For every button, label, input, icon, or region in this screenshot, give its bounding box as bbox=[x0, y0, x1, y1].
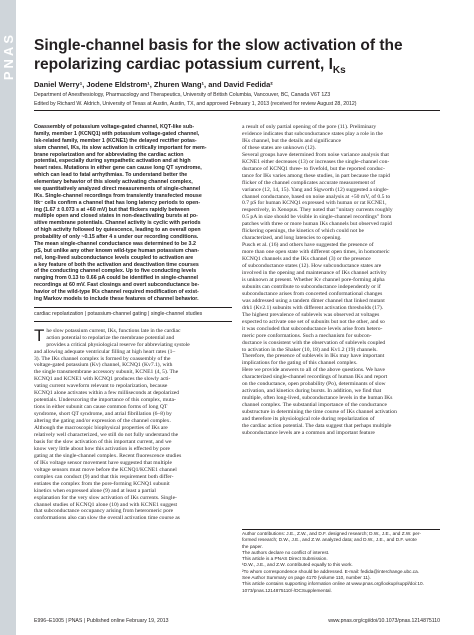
footnote-line: The authors declare no conflict of interest. bbox=[242, 549, 330, 555]
abstract-line: we quantitatively analyzed direct measurements of single-channel bbox=[34, 185, 201, 192]
keywords: cardiac repolarization | potassium-channel gating | single-channel studies bbox=[34, 310, 203, 317]
left-column bbox=[34, 124, 232, 522]
body-line: complex can conduct (9) and that this requirement both differ- bbox=[34, 473, 174, 480]
body-line: KCNQ1 and KCNE1 with KCNQ1 produces the slowly acti- bbox=[34, 376, 171, 383]
body-line: of subconductance states (12). How subconductance states are bbox=[242, 263, 382, 270]
body-line: patches with three or more human IKs channels but observed rapid bbox=[242, 221, 392, 228]
footnote-line: 1073/pnas.1214875110/-/DCSupplemental. bbox=[242, 587, 332, 593]
body-line: The highest prevalence of sublevels was observed at voltages bbox=[242, 311, 380, 318]
affiliation: Department of Anesthesiology, Pharmacology and Therapeutics, University of British Columbia, Vancouver, BC, Canada V6T 1Z3 bbox=[34, 92, 331, 98]
body-line: respectively, in Xenopus. They noted that "unitary currents roughly bbox=[242, 207, 393, 214]
footnote-line: Author contributions: J.E., Z.W., and D.F. designed research; D.W., J.E., and Z.W. per- bbox=[242, 531, 421, 536]
abstract-line: elementary behavior of this slowly activating channel complex, bbox=[34, 179, 193, 185]
abstract-line: ing Markov models to include these features of channel behavior. bbox=[34, 295, 199, 302]
body-line: voltage-gated potassium (Kv) channel, KCNQ1 (Kv7.1), with bbox=[34, 362, 173, 369]
body-line: relatively well characterized, we still do not fully understand the bbox=[34, 432, 179, 438]
abstract-line: Isk-related family, member 1 (KCNE1) the delayed rectifier potas- bbox=[34, 137, 197, 144]
abstract-line: IKs. Single-channel recordings from transiently transfected mouse bbox=[34, 192, 202, 199]
abstract-line: which can lead to fatal arrhythmias. To understand better the bbox=[34, 172, 188, 179]
body-line: Pusch et al. (16) and others have suggested the presence of bbox=[242, 242, 374, 249]
abstract-line: brane repolarization and for abbreviating the cardiac action bbox=[34, 151, 184, 158]
footer-citation: E996–E1005 | PNAS | Published online February 19, 2013 bbox=[34, 618, 169, 624]
body-line: 3). The IKs channel complex is formed by coassembly of the bbox=[34, 355, 171, 362]
abstract-line: of the conducting channel complex. Up to five conducting levels bbox=[34, 268, 197, 275]
body-line: potentials. Underscoring the importance of this complex, muta- bbox=[34, 397, 176, 404]
body-line: syndrome, short QT syndrome, and atrial fibrillation (6–8) by bbox=[34, 411, 172, 418]
body-line: subunits can contribute to subconductance independently or if bbox=[242, 283, 381, 290]
intro-text bbox=[34, 325, 232, 523]
body-line: 0.7 pS for human KCNQ1 expressed with human or rat KCNE1, bbox=[242, 200, 387, 207]
edited-by-line: Edited by Richard W. Aldrich, University of Texas at Austin, Austin, TX, and approved February 1, 2013 (received for review August 28, 2012) bbox=[34, 101, 357, 107]
body-line: he slow potassium current, IKs, functions late in the cardiac bbox=[46, 327, 181, 334]
body-line: basis for the slow activation of this important current, and we bbox=[34, 438, 172, 445]
abstract-line: multiple open and closed states in non-deactivating bursts at po- bbox=[34, 213, 198, 220]
body-line: to activation in the Shaker (10, 18) and Kv1.2 (19) channels. bbox=[242, 346, 378, 353]
footnote-line: See Author Summary on page 4170 (volume 110, number 11). bbox=[242, 575, 371, 581]
author-list: Daniel Werry¹, Jodene Eldstrom¹, Zhuren Wang¹, and David Fedida² bbox=[34, 80, 273, 89]
right-column bbox=[242, 124, 440, 437]
abstract-line: havior of the wild-type IKs channel required modification of exist- bbox=[34, 289, 199, 295]
body-line: of these states are unknown (12). bbox=[242, 144, 316, 151]
body-line: action potential to repolarize the membrane potential and bbox=[46, 334, 175, 341]
drop-cap: T bbox=[34, 325, 45, 345]
abstract-line: sium channel, IKs, its slow activation is critically important for mem- bbox=[34, 144, 207, 151]
body-line: KCNQ1 channels and the IKs channel (3) or the presence bbox=[242, 256, 371, 263]
body-line: kinetics when expressed alone (9) and at least a partial bbox=[34, 487, 156, 494]
body-line: is unknown at present. Whether Kv channel pore-forming alpha bbox=[242, 276, 385, 283]
abstract-line: potential, especially during sympathetic activation and at high bbox=[34, 158, 191, 165]
body-line: conformations also can slow the overall activation time course as bbox=[34, 515, 180, 522]
article-title-text: Single-channel basis for the slow activation of the repolarizing cardiac potassium current, I bbox=[34, 37, 403, 73]
abstract-line: heart rates. Mutations in either gene can cause long QT syndrome, bbox=[34, 165, 202, 172]
body-line: flickering openings, the kinetics of which could not be bbox=[242, 228, 364, 235]
body-line: characterized, and long latencies to opening. bbox=[242, 235, 342, 242]
footer-doi: www.pnas.org/cgi/doi/10.1073/pnas.1214875110 bbox=[328, 618, 440, 624]
abstract-line: ranging from 0.13 to 0.66 pA could be identified in single-channel bbox=[34, 275, 199, 282]
body-line: drk1 (Kv2.1) subunits with different activation thresholds (17). bbox=[242, 304, 384, 311]
keywords-rule bbox=[34, 321, 232, 322]
body-line: implications for the gating of this channel complex. bbox=[242, 360, 358, 367]
body-line: Here we provide answers to all of the above questions. We have bbox=[242, 367, 385, 374]
body-line: meric pore conformations. Such a mechanism for subcon- bbox=[242, 332, 372, 339]
body-line: on the conductance, open probability (Po), determinants of slow bbox=[242, 381, 386, 388]
journal-mark: PNAS bbox=[1, 32, 16, 81]
journal-sidebar bbox=[0, 0, 16, 635]
body-line: and allowing adequate ventricular filling at high heart rates (1– bbox=[34, 348, 176, 355]
abstract-line: pS, but unlike any other known wild-type human potassium chan- bbox=[34, 247, 200, 254]
abstract-line: sitive membrane potentials. Channel activity is cyclic with periods bbox=[34, 220, 201, 227]
abstract-line: ltk⁻ cells confirm a channel that has long latency periods to open- bbox=[34, 199, 201, 206]
body-line: channel complex. The substantial importance of the conductance bbox=[242, 402, 387, 409]
body-line: Several groups have determined from noise variance analysis that bbox=[242, 151, 389, 158]
body-line: the cardiac action potential. The data suggest that perhaps multiple bbox=[242, 422, 392, 429]
body-line: characterized single-channel recordings of human IKs and report bbox=[242, 374, 388, 381]
body-line: that subconductance occupancy arising from heteromeric pore bbox=[34, 508, 174, 515]
body-line: provides a critical physiological reserve for abbreviating systole bbox=[46, 341, 190, 348]
article-title-subscript: Ks bbox=[332, 65, 346, 77]
body-line: 0.5 pA in size should be visible in single-channel recordings" from bbox=[242, 214, 392, 221]
abstract-line: probability of only ~0.15 after 4 s under our recording conditions. bbox=[34, 234, 199, 240]
footnotes bbox=[242, 531, 440, 594]
abstract-line: a key feature of both the activation and deactivation time courses bbox=[34, 261, 199, 268]
body-line: ductance is consistent with the observation of sublevels coupled bbox=[242, 339, 386, 346]
body-line: voltage sensors must move before the KCNQ1/KCNE1 channel bbox=[34, 466, 177, 473]
body-line: and therefore its physiological role during repolarization of bbox=[242, 416, 375, 423]
body-line: tance for IKs varies among these studies, in part because the rapid bbox=[242, 172, 390, 179]
footnote-line: formed research; D.W., J.E., and Z.W. analyzed data; and D.W., J.E., and D.F. wrote bbox=[242, 537, 417, 543]
abstract-line: The mean single-channel conductance was determined to be 3.2 bbox=[34, 240, 196, 247]
body-line: the single transmembrane accessory subunit, KCNE1 (4, 5). The bbox=[34, 369, 179, 376]
body-line: ductance of KCNQ1 three- to fivefold, but the reported conduc- bbox=[242, 165, 385, 172]
footnote-line: the paper. bbox=[242, 543, 263, 549]
body-line: explanation for the very slow activation of IKs currents. Single- bbox=[34, 494, 177, 501]
header-rule bbox=[34, 110, 440, 111]
body-line: know very little about how this activation is effected by pore bbox=[34, 445, 170, 452]
abstract-line: ing (1.67 ± 0.073 s at +60 mV) but that flickers rapidly between bbox=[34, 206, 190, 213]
body-line: subconductance arises from concerted conformational changes bbox=[242, 290, 383, 297]
body-line: Although the macroscopic biophysical properties of IKs are bbox=[34, 425, 168, 432]
article-title bbox=[34, 36, 444, 80]
body-line: a result of only partial opening of the pore (11). Preliminary bbox=[242, 124, 377, 130]
body-line: IKs channel, but the details and significance bbox=[242, 137, 341, 144]
body-line: activation, and kinetics during bursts. In addition, we find that bbox=[242, 388, 382, 395]
abstract-line: of high activity followed by quiescence, leading to an overall open bbox=[34, 227, 201, 234]
abstract-line: nel, long-lived subconductance levels coupled to activation are bbox=[34, 254, 194, 261]
body-line: more than one open state with different open times, in homomeric bbox=[242, 249, 390, 256]
body-line: was addressed using a tandem dimer channel that linked mutant bbox=[242, 297, 385, 304]
body-line: subconductance levels are a common and important feature bbox=[242, 429, 375, 436]
abstract-line: family, member 1 (KCNQ1) with potassium voltage-gated channel, bbox=[34, 130, 200, 137]
body-line: evidence indicates that subconductance states play a role in the bbox=[242, 130, 383, 137]
footnote-line: This article contains supporting information online at www.pnas.org/lookup/suppl/doi:10. bbox=[242, 581, 424, 587]
body-line: expected to activate one set of subunits but not the other, and so bbox=[242, 318, 385, 325]
body-line: Therefore, the presence of sublevels in IKs may have important bbox=[242, 353, 385, 360]
footnote-line: ²To whom correspondence should be addressed. E-mail: fedida@interchange.ubc.ca. bbox=[242, 568, 419, 574]
abstract bbox=[34, 124, 232, 303]
body-line: tions in either subunit can cause common forms of long QT bbox=[34, 404, 168, 411]
body-line: involved in the opening and maintenance of IKs channel activity bbox=[242, 270, 387, 277]
body-line: vating current waveform relevant to repolarization, because bbox=[34, 383, 168, 390]
abstract-line: Coassembly of potassium voltage-gated channel, KQT-like sub- bbox=[34, 124, 195, 130]
body-line: of IKs voltage sensor movement have suggested that multiple bbox=[34, 459, 172, 466]
body-line: KCNQ1 alone activates within a few milliseconds at depolarized bbox=[34, 390, 180, 397]
body-line: gating at the single-channel complex. Recent fluorescence studies bbox=[34, 452, 182, 459]
body-line: KCNE1 either decreases (13) or increases the single-channel con- bbox=[242, 158, 390, 165]
body-line: it was concluded that subconductance levels arise from hetero- bbox=[242, 325, 383, 332]
notes-rule bbox=[242, 529, 440, 530]
body-line: multiple, often long-lived, subconductance levels in the human IKs bbox=[242, 395, 393, 402]
body-line: flicker of the channel complicates accurate measurement of bbox=[242, 179, 376, 186]
body-line: variance (12, 14, 15). Yang and Sigworth (12) suggested a single- bbox=[242, 186, 389, 193]
body-line: channel conductance, based on noise analysis at +50 mV, of 0.5 to bbox=[242, 193, 391, 200]
body-line: substructure in determining the time course of IKs channel activation bbox=[242, 409, 397, 416]
footnote-line: This article is a PNAS Direct Submission. bbox=[242, 556, 328, 562]
footnote-line: ¹D.W., J.E., and Z.W. contributed equally to this work. bbox=[242, 562, 353, 568]
body-line: altering the gating and/or expression of the channel complex. bbox=[34, 418, 171, 425]
abstract-rule bbox=[34, 307, 232, 308]
body-line: channel studies of KCNQ1 alone (10) and with KCNE1 suggest bbox=[34, 501, 178, 508]
body-line: entiates the complex from the pore-forming KCNQ1 subunit bbox=[34, 480, 170, 487]
abstract-line: recordings at 60 mV. Fast closings and overt subconductance be- bbox=[34, 282, 200, 289]
